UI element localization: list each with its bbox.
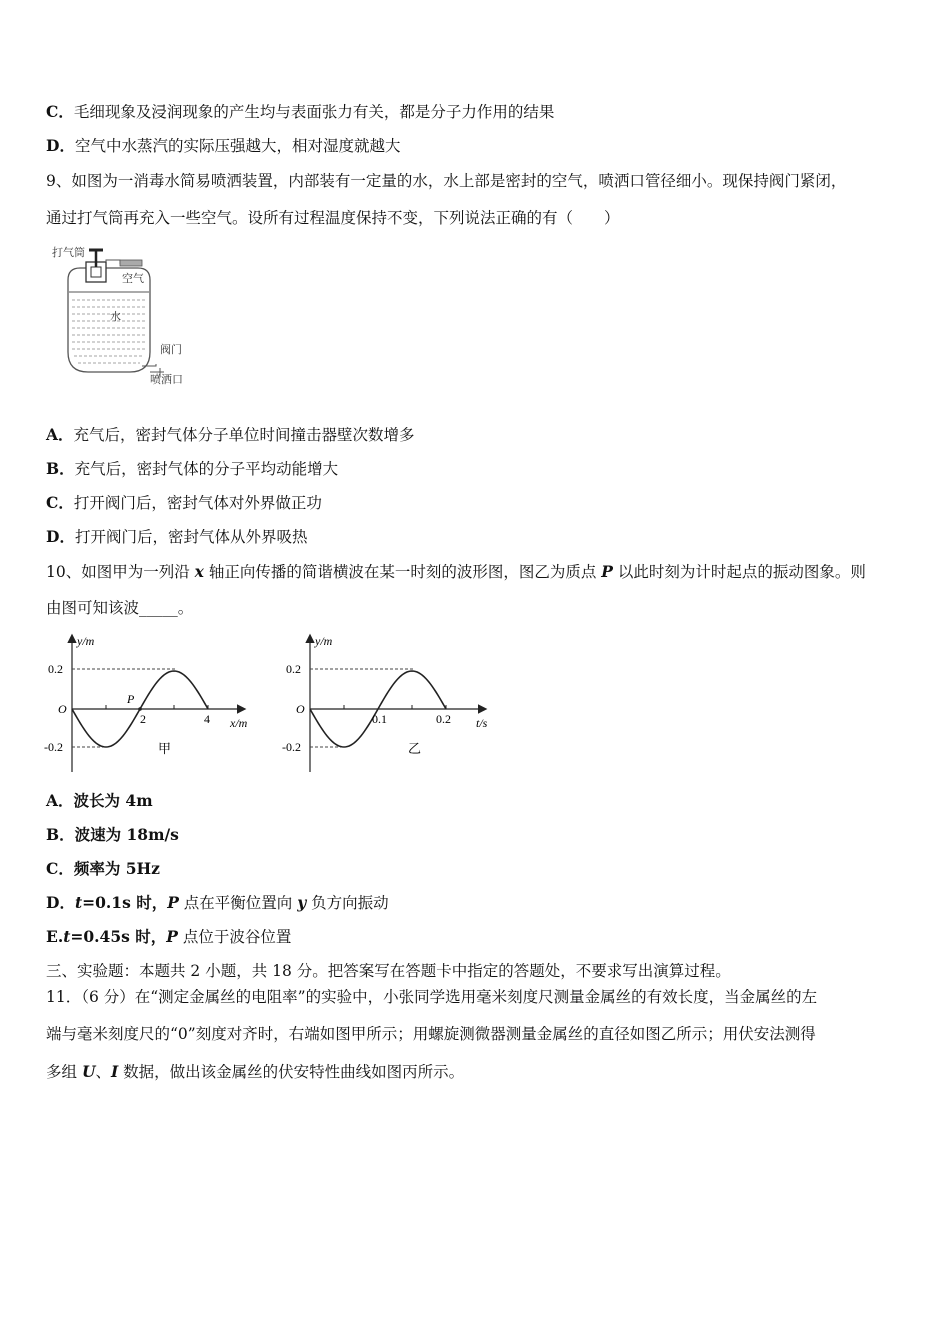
option-text: 打开阀门后，密封气体从外界吸热 [74, 528, 308, 546]
option-letter: C． [46, 493, 74, 512]
q10-option-e [46, 927, 291, 947]
caption-yi: 乙 [408, 741, 422, 756]
y-bottom-label: -0.2 [282, 740, 301, 754]
option-text: 毛细现象及浸润现象的产生均与表面张力有关，都是分子力作用的结果 [73, 103, 555, 121]
tick-02-label: 0.2 [436, 712, 451, 726]
q9-stem-line1: 9、如图为一消毒水简易喷洒装置，内部装有一定量的水，水上部是密封的空气，喷洒口管径细小。现保持阀门紧闭， [46, 172, 847, 190]
option-text: 频率为 5Hz [73, 859, 160, 878]
q10-option-b [46, 825, 179, 845]
origin-label: O [296, 702, 305, 716]
option-letter: A． [46, 425, 74, 444]
q11-line2: 端与毫米刻度尺的“0”刻度对齐时，右端如图甲所示；用螺旋测微器测量金属丝的直径如图乙所示；用伏安法测得 [46, 1025, 816, 1043]
option-letter: D． [46, 527, 75, 546]
stem-text: 、 [95, 1063, 111, 1081]
q8-option-d [46, 136, 400, 156]
var-P: P [601, 562, 613, 581]
q9-stem-line2: 通过打气筒再充入一些空气。设所有过程温度保持不变，下列说法正确的有（ ） [46, 209, 620, 227]
x-label: t/s [476, 716, 488, 730]
q10-wave-graph [44, 628, 259, 776]
q10-option-d [46, 893, 389, 913]
option-letter: B． [46, 459, 75, 478]
option-letter: E. [46, 927, 64, 946]
option-text: 点在平衡位置向 [178, 894, 298, 912]
option-text: 打开阀门后，密封气体对外界做正功 [73, 494, 322, 512]
stem-text: 多组 [46, 1063, 82, 1081]
y-label: y/m [315, 634, 333, 648]
q11-line1: 11．（6 分）在“测定金属丝的电阻率”的实验中，小张同学选用毫米刻度尺测量金属丝的有效长度，当金属丝的左 [46, 988, 818, 1006]
var-y: y [297, 893, 307, 912]
label-nozzle: 喷洒口 [150, 374, 183, 386]
air-inlet [120, 260, 142, 266]
y-top-label: 0.2 [286, 662, 301, 676]
option-letter: A． [46, 791, 74, 810]
var-t: t [74, 893, 83, 912]
q10-stem-line1 [46, 562, 866, 582]
label-valve: 阀门 [160, 344, 182, 356]
point-p-marker [138, 707, 142, 711]
option-text: =0.1s 时， [82, 893, 168, 912]
stem-text: 数据，做出该金属丝的伏安特性曲线如图丙所示。 [118, 1063, 465, 1081]
var-U: U [81, 1062, 96, 1081]
q10-vibration-graph [280, 628, 500, 776]
stem-text: 以此时刻为计时起点的振动图象。则 [612, 563, 866, 581]
option-text: 充气后，密封气体的分子平均动能增大 [74, 460, 339, 478]
option-text: 点位于波谷位置 [177, 928, 292, 946]
label-pump: 打气筒 [52, 247, 85, 259]
origin-label: O [58, 702, 67, 716]
option-text: 空气中水蒸汽的实际压强越大，相对湿度就越大 [74, 137, 401, 155]
q10-option-a [46, 791, 153, 811]
q10-stem-line2: 由图可知该波_____。 [46, 599, 194, 617]
q9-option-b [46, 459, 338, 479]
q9-option-a [46, 425, 415, 445]
option-text: 充气后，密封气体分子单位时间撞击器壁次数增多 [73, 426, 415, 444]
var-P: P [166, 927, 178, 946]
q10-option-c [46, 859, 160, 879]
section-3-heading: 三、实验题：本题共 2 小题，共 18 分。把答案写在答题卡中指定的答题处，不要求写出演算过程。 [46, 962, 731, 980]
tick-2-label: 2 [140, 712, 146, 726]
stem-text: 轴正向传播的简谐横波在某一时刻的波形图，图乙为质点 [203, 563, 602, 581]
option-letter: C． [46, 102, 74, 121]
var-P: P [167, 893, 179, 912]
q9-sprayer-figure [46, 240, 206, 390]
label-water: 水 [110, 311, 121, 323]
y-top-label: 0.2 [48, 662, 63, 676]
y-label: y/m [77, 634, 95, 648]
q9-option-d [46, 527, 307, 547]
option-text: 负方向振动 [306, 894, 389, 912]
q9-option-c [46, 493, 322, 513]
tick-01-label: 0.1 [372, 712, 387, 726]
stem-text: 10、如图甲为一列沿 [46, 563, 195, 581]
var-I: I [110, 1062, 119, 1081]
tick-4-label: 4 [204, 712, 210, 726]
option-text: =0.45s 时， [70, 927, 167, 946]
var-x: x [194, 562, 204, 581]
option-letter: D． [46, 136, 75, 155]
water-hatching [72, 300, 146, 363]
x-label: x/m [230, 716, 248, 730]
option-letter: B． [46, 825, 75, 844]
option-letter: C． [46, 859, 74, 878]
y-bottom-label: -0.2 [44, 740, 63, 754]
q8-option-c [46, 102, 554, 122]
point-p-label: P [127, 692, 135, 706]
q11-line3 [46, 1062, 464, 1082]
var-t: t [63, 927, 71, 946]
option-text: 波长为 4m [73, 791, 153, 810]
label-air: 空气 [122, 273, 144, 285]
option-letter: D． [46, 893, 75, 912]
outlet-tube [142, 364, 156, 366]
caption-jia: 甲 [158, 741, 172, 756]
option-text: 波速为 18m/s [74, 825, 179, 844]
